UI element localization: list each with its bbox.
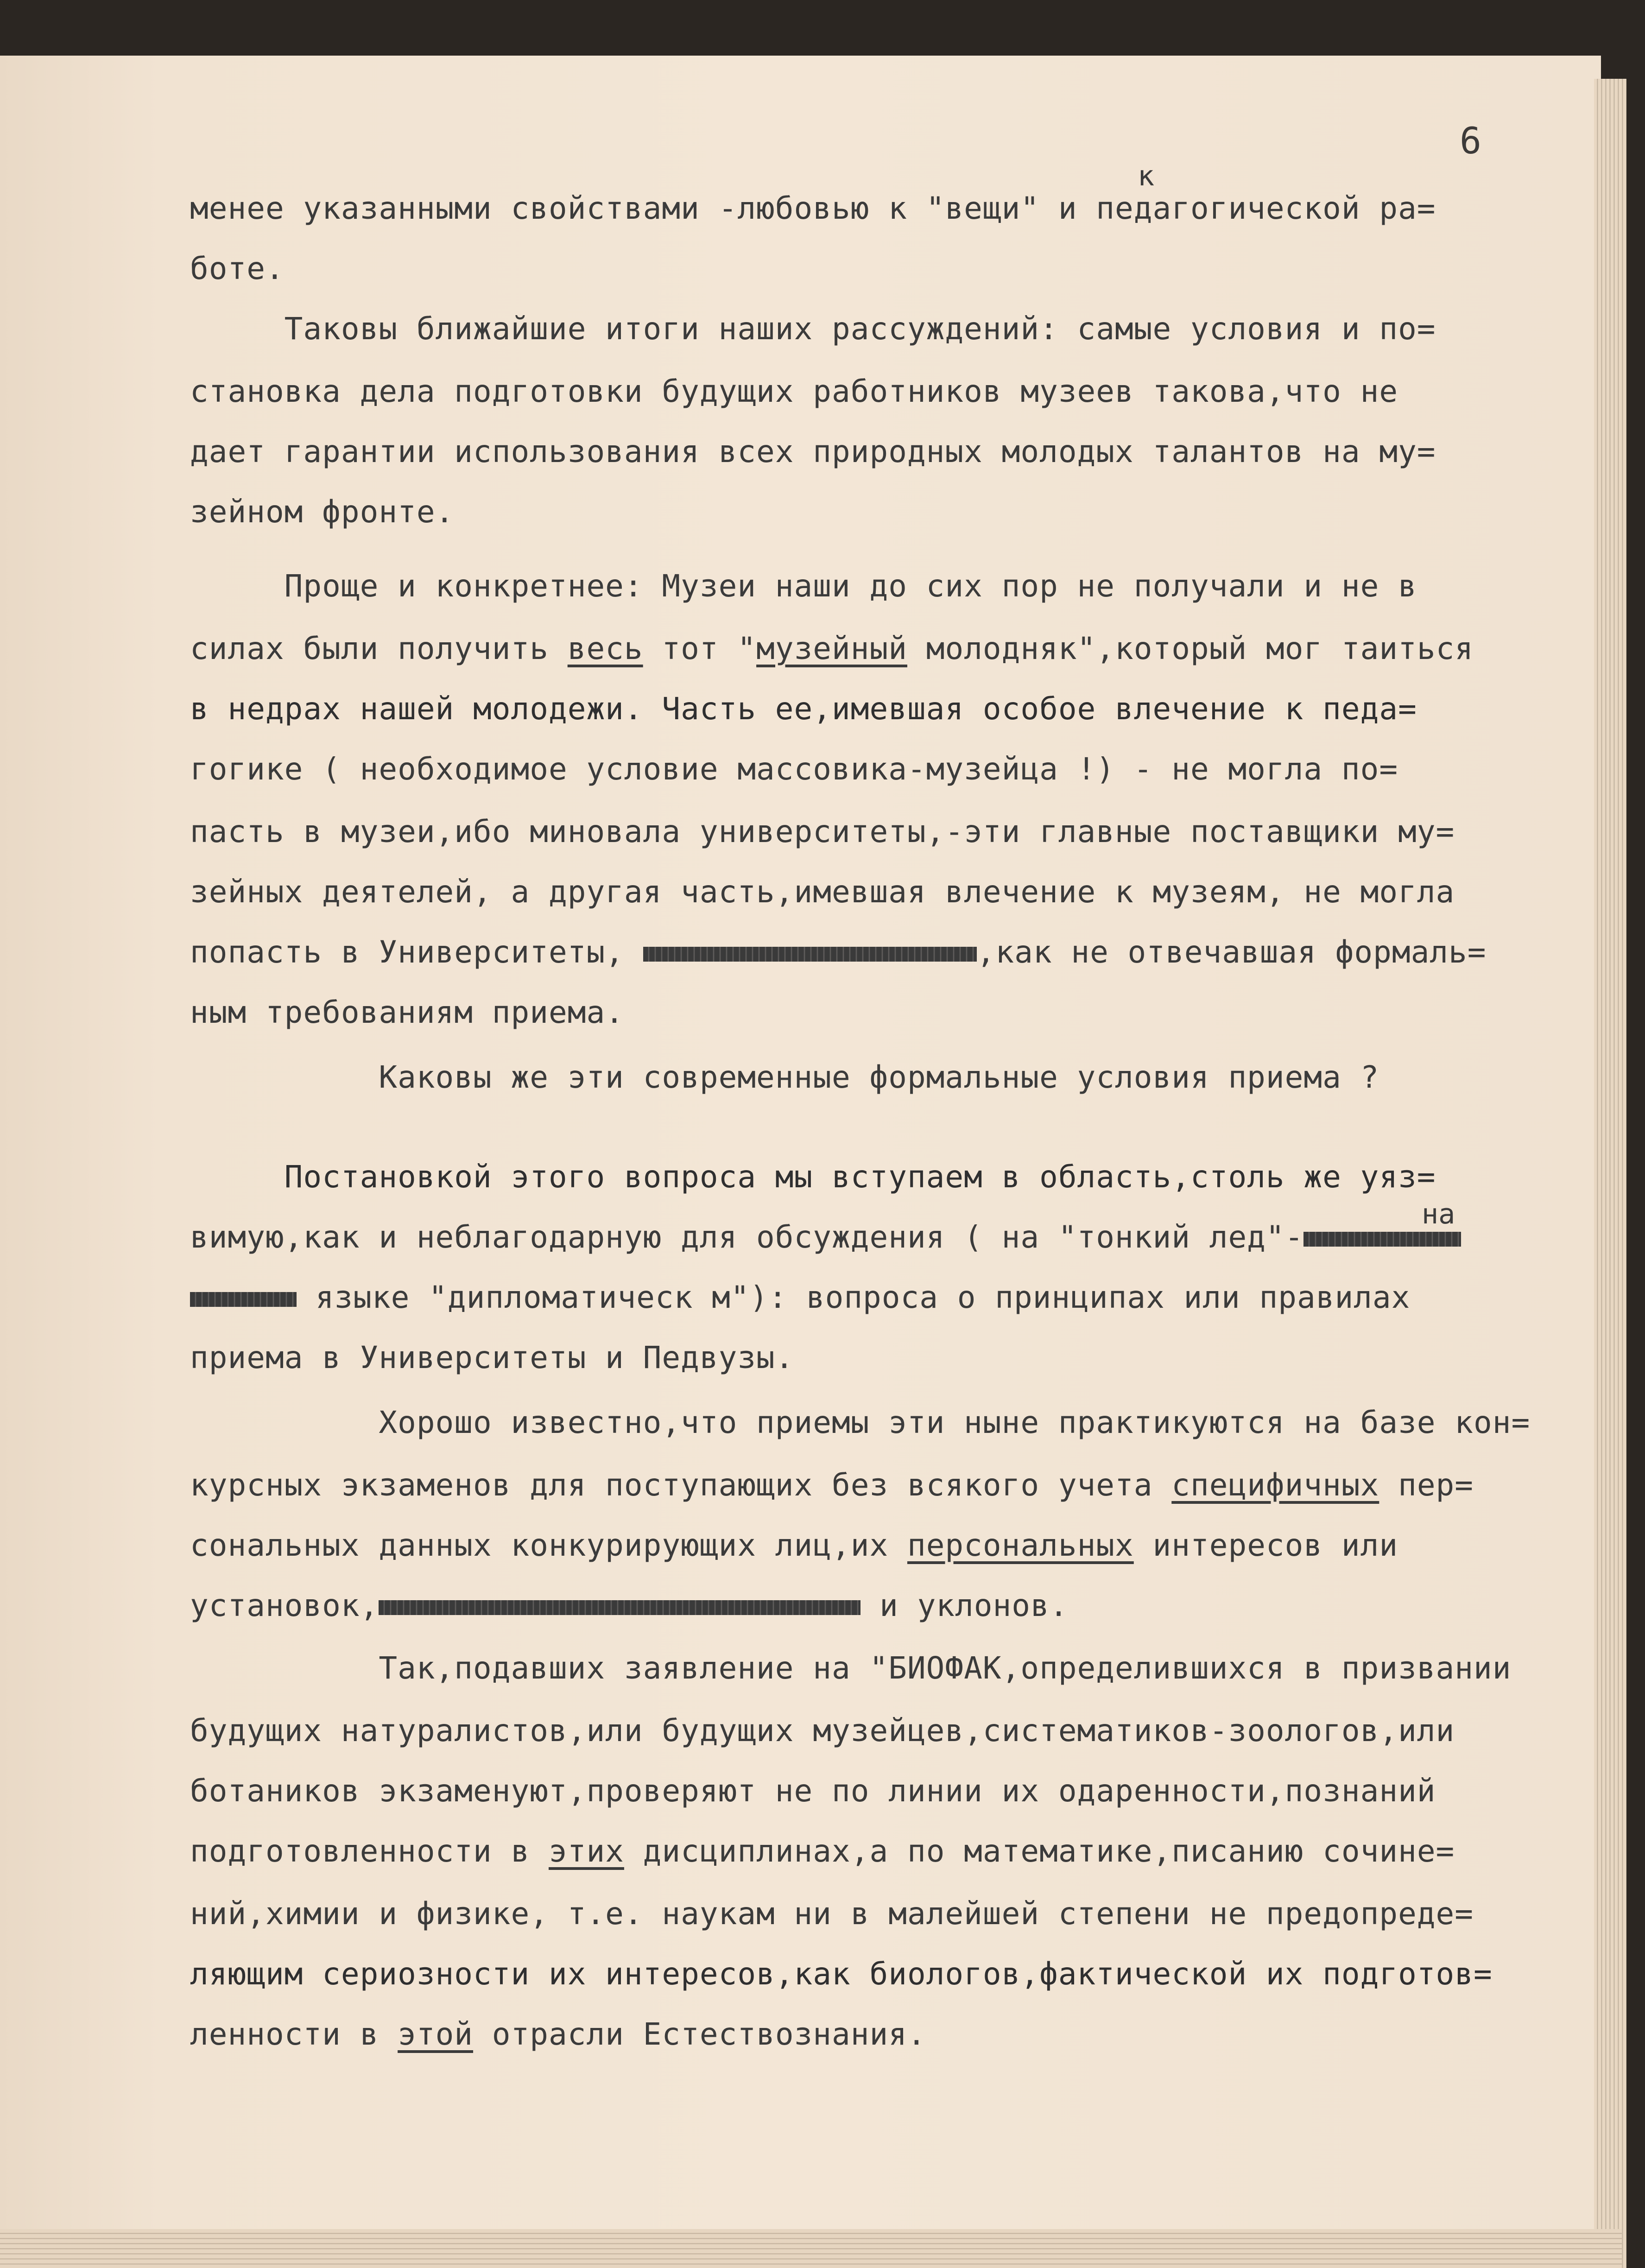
text-line-2: боте. xyxy=(190,251,285,286)
struck-out-text xyxy=(190,1292,297,1307)
text-line-12: зейных деятелей, а другая часть,имевшая влечение к музеям, не могла xyxy=(190,874,1455,910)
text-line-8: силах были получить весь тот "музейный молодняк",который мог таиться xyxy=(190,631,1474,666)
underlined-word: этих xyxy=(548,1833,624,1869)
underlined-word: персональных xyxy=(907,1527,1134,1563)
struck-out-text xyxy=(379,1600,860,1615)
text-line-19: приема в Университеты и Педвузы. xyxy=(190,1340,794,1375)
handwritten-insert-na: на xyxy=(1422,1198,1455,1230)
text-line-16: Постановкой этого вопроса мы вступаем в область,столь же уяз= xyxy=(190,1159,1436,1195)
text-line-20: Хорошо известно,что приемы эти ныне практикуются на базе кон= xyxy=(190,1405,1531,1440)
underlined-word: специфичных xyxy=(1171,1467,1379,1503)
text-line-21: курсных экзаменов для поступающих без всякого учета специфичных пер= xyxy=(190,1467,1474,1503)
underlined-word: весь xyxy=(567,631,643,666)
text-line-24: Так,подавших заявление на "БИОФАК,определившихся в призвании xyxy=(190,1650,1512,1686)
text-line-17: вимую,как и неблагодарную для обсуждения ( на "тонкий лед"- xyxy=(190,1219,1575,1256)
text-line-14: ным требованиям приема. xyxy=(190,995,624,1030)
underlined-word: этой xyxy=(398,2016,474,2052)
text-line-6: зейном фронте. xyxy=(190,494,455,530)
page-stack-edge-right xyxy=(1594,79,1626,2268)
text-line-23: установок, и уклонов. xyxy=(190,1588,1069,1623)
text-line-26: ботаников экзаменуют,проверяют не по линии их одаренности,познаний xyxy=(190,1773,1436,1809)
text-line-7: Проще и конкретнее: Музеи наши до сих пор не получали и не в xyxy=(190,568,1417,604)
text-line-9: в недрах нашей молодежи. Часть ее,имевшая особое влечение к педа= xyxy=(190,691,1417,727)
text-line-11: пасть в музеи,ибо миновала университеты,-эти главные поставщики му= xyxy=(190,814,1455,849)
text-line-27: подготовленности в этих дисциплинах,а по математике,писанию сочине= xyxy=(190,1833,1455,1869)
struck-out-text xyxy=(643,947,977,962)
handwritten-insert-k: к xyxy=(1138,160,1155,192)
underlined-word: музейный xyxy=(756,631,907,666)
text-line-5: дает гарантии использования всех природных молодых талантов на му= xyxy=(190,434,1436,469)
text-line-22: сональных данных конкурирующих лиц,их персональных интересов или xyxy=(190,1527,1398,1563)
text-line-3: Таковы ближайшие итоги наших рассуждений: самые условия и по= xyxy=(190,311,1436,347)
text-line-25: будущих натуралистов,или будущих музейцев,систематиков-зоологов,или xyxy=(190,1713,1455,1749)
struck-out-text xyxy=(1303,1232,1461,1247)
page-stack-edge-bottom xyxy=(0,2229,1622,2268)
page-number: 6 xyxy=(1460,120,1481,162)
text-line-1: менее указанными свойствами -любовью к "вещи" и педагогической ра= xyxy=(190,190,1436,226)
text-line-15: Каковы же эти современные формальные условия приема ? xyxy=(190,1059,1379,1095)
text-line-18: языке "дипломатическ м"): вопроса о принципах или правилах xyxy=(190,1279,1575,1316)
text-line-29: ляющим сериозности их интересов,как биологов,фактической их подготов= xyxy=(190,1956,1493,1992)
text-line-13: попасть в Университеты, ,как не отвечавшая формаль= xyxy=(190,934,1487,970)
text-line-4: становка дела подготовки будущих работников музеев такова,что не xyxy=(190,374,1398,409)
text-line-30: ленности в этой отрасли Естествознания. xyxy=(190,2016,926,2052)
text-line-28: ний,химии и физике, т.е. наукам ни в малейшей степени не предопреде= xyxy=(190,1896,1474,1932)
text-line-10: гогике ( необходимое условие массовика-музейца !) - не могла по= xyxy=(190,751,1398,787)
